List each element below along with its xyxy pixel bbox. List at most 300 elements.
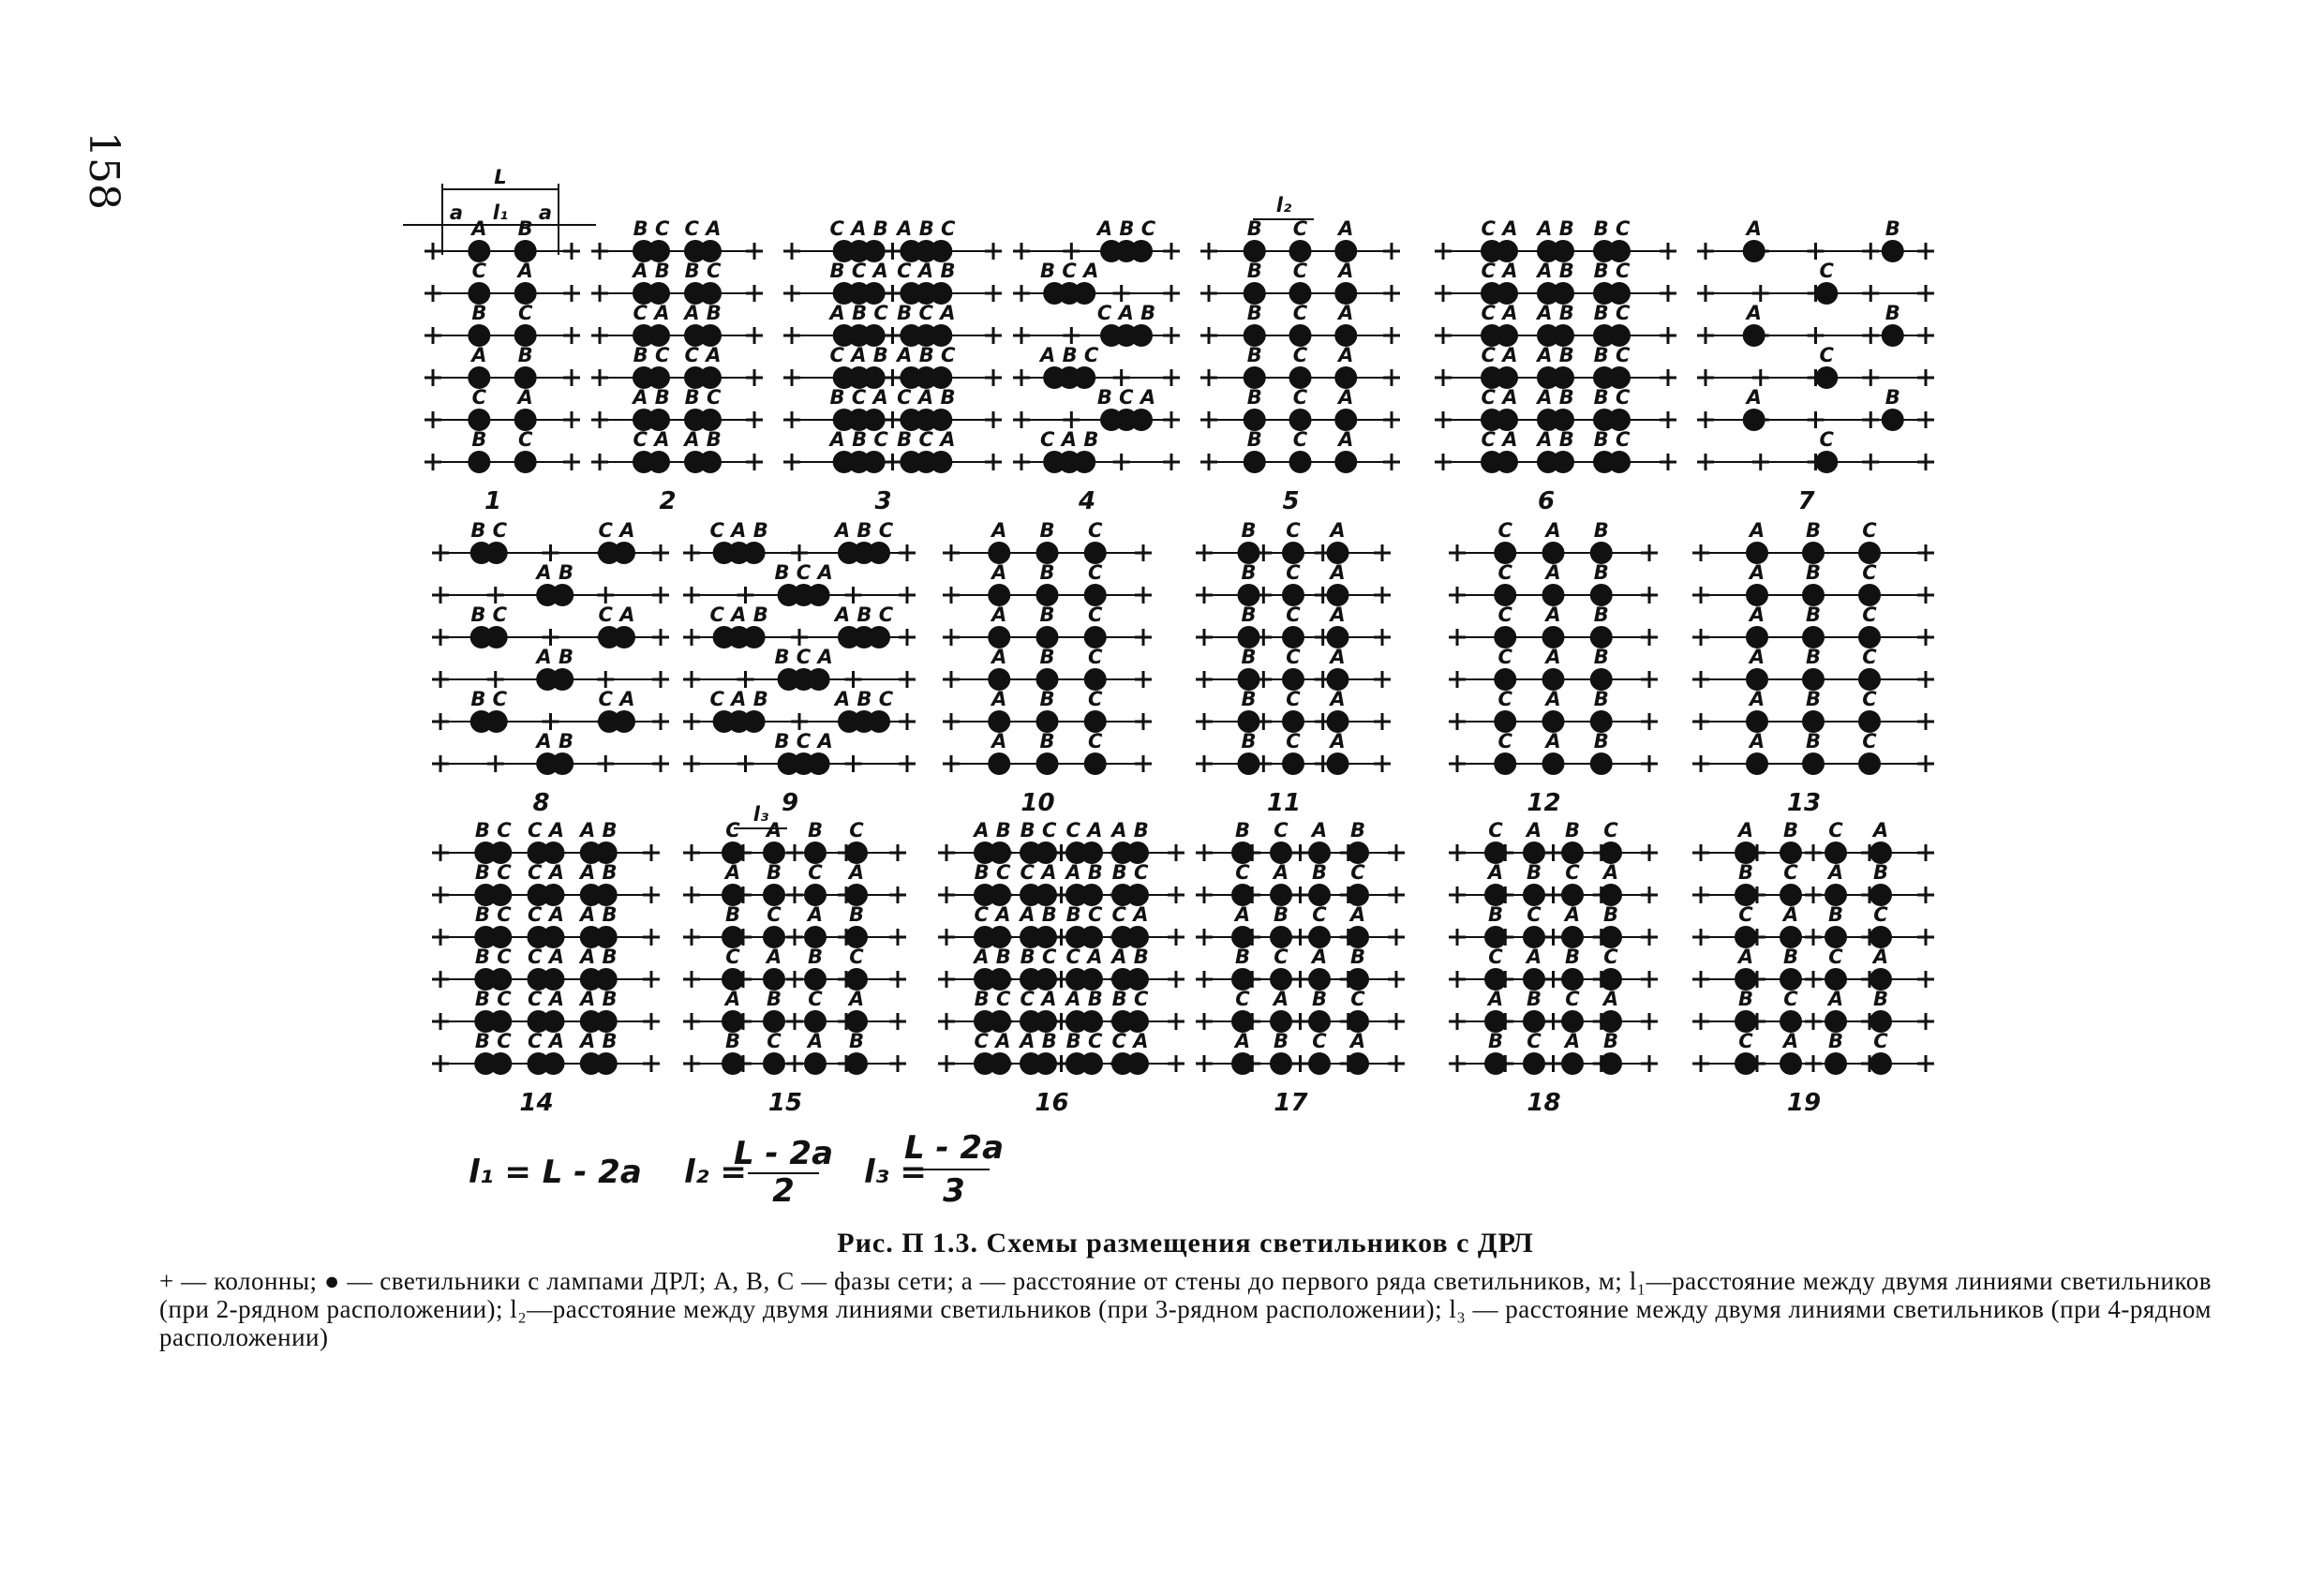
scheme-17 [1196, 819, 1405, 1117]
luminaire-dot [613, 626, 635, 648]
scheme-number: 17 [1274, 1089, 1308, 1117]
phase-label: A B C [1096, 217, 1156, 240]
phase-label: B [1737, 988, 1754, 1010]
luminaire-dot [1552, 451, 1574, 473]
luminaire-dot [485, 542, 508, 564]
phase-label: A [991, 519, 1007, 542]
phase-label: C [517, 428, 533, 451]
phase-label: B [1246, 386, 1262, 409]
phase-label: A [471, 217, 487, 240]
phase-label: B C [474, 861, 512, 884]
phase-label: B [1593, 730, 1609, 752]
scheme-6 [1435, 217, 1676, 515]
luminaire-dot [989, 1052, 1011, 1075]
phase-label: C [1527, 1030, 1542, 1052]
phase-label: C [1292, 217, 1308, 240]
phase-label: A B [974, 819, 1011, 842]
scheme-18 [1449, 819, 1658, 1117]
phase-label: B C [684, 386, 722, 409]
phase-label: A [766, 946, 782, 968]
phase-label: A [1349, 1030, 1366, 1052]
phase-label: C A [633, 428, 670, 451]
luminaire-dot [1815, 451, 1838, 473]
phase-label: A [1330, 730, 1346, 752]
phase-label: C [725, 946, 740, 968]
luminaire-dot [1870, 1052, 1892, 1075]
phase-label: B [1737, 861, 1754, 884]
phase-label: C A [1481, 344, 1518, 366]
phase-label: A [1311, 819, 1328, 842]
phase-label: A [1545, 561, 1561, 584]
phase-label: B C [470, 519, 508, 542]
luminaire-dot [868, 542, 890, 564]
luminaire-dot [1608, 451, 1631, 473]
phase-label: C [1292, 428, 1308, 451]
phase-label: A B C [1040, 344, 1099, 366]
phase-label: B C A [1096, 386, 1156, 409]
phase-label: C [1828, 946, 1843, 968]
scheme-13 [1692, 519, 1934, 817]
phase-label: A [1602, 861, 1619, 884]
phase-label: B [1593, 603, 1609, 626]
scheme-number: 4 [1078, 487, 1096, 515]
phase-label: C A [633, 302, 670, 324]
phase-label: A [991, 688, 1007, 710]
phase-label: A [991, 561, 1007, 584]
luminaire-dot [551, 752, 574, 775]
phase-label: C [1497, 688, 1512, 710]
phase-label: C [1088, 561, 1103, 584]
phase-label: B [1885, 302, 1900, 324]
phase-label: A [1564, 1030, 1581, 1052]
phase-label: B [1602, 903, 1619, 926]
phase-label: A [1273, 988, 1289, 1010]
scheme-5 [1200, 217, 1400, 515]
phase-label: A B [1111, 819, 1149, 842]
phase-label: B [1246, 260, 1262, 282]
luminaire-dot [1084, 752, 1107, 775]
phase-label: C A B [709, 688, 768, 710]
figure-caption [159, 1228, 2212, 1351]
phase-label: B [1241, 603, 1257, 626]
phase-label: A [991, 646, 1007, 668]
scheme-16 [938, 819, 1184, 1117]
phase-label: C A B [829, 217, 888, 240]
phase-label: A [1338, 302, 1354, 324]
phase-label: C A [1481, 386, 1518, 409]
luminaire-dot [868, 710, 890, 733]
luminaire-dot [1126, 1052, 1149, 1075]
phase-label: C A [1020, 988, 1057, 1010]
scheme-number: 18 [1527, 1089, 1561, 1117]
phase-label: B [1872, 861, 1889, 884]
luminaire-dot [1523, 1052, 1545, 1075]
phase-label: B [1827, 1030, 1844, 1052]
phase-label: C A B [897, 386, 956, 409]
luminaire-dot [1858, 752, 1881, 775]
phase-label: A B [1537, 344, 1574, 366]
phase-label: C [1292, 260, 1308, 282]
luminaire-dot [1282, 752, 1304, 775]
phase-label: A B [1537, 217, 1574, 240]
phase-label: A [1545, 646, 1561, 668]
phase-label: A [1564, 903, 1581, 926]
page-number: 158 [80, 131, 127, 210]
phase-label: B [471, 428, 487, 451]
phase-label: C [1088, 519, 1103, 542]
phase-label: C [1292, 302, 1308, 324]
scheme-10 [943, 519, 1152, 817]
phase-label: A [1749, 519, 1765, 542]
phase-label: C [1862, 603, 1877, 626]
formula-l3-numerator: L - 2a [903, 1129, 1005, 1167]
phase-label: B [1593, 646, 1609, 668]
phase-label: C [471, 386, 487, 409]
scheme-number: 11 [1266, 789, 1302, 817]
phase-label: B [1039, 603, 1055, 626]
phase-label: C A [598, 519, 635, 542]
phase-label: B [1782, 946, 1799, 968]
phase-label: A [991, 730, 1007, 752]
phase-label: B [1805, 519, 1822, 542]
phase-label: C [725, 819, 740, 842]
luminaire-dot [1882, 240, 1904, 262]
label-l2: l₂ [1275, 194, 1292, 216]
scheme-9 [683, 519, 916, 817]
dimension-annotation-l2 [1253, 194, 1314, 219]
phase-label: C [808, 988, 823, 1010]
formula-l2-numerator: L - 2a [733, 1135, 834, 1172]
luminaire-dot [863, 451, 886, 473]
phase-label: B [517, 344, 533, 366]
luminaire-dot [1347, 1052, 1369, 1075]
phase-label: B [848, 903, 865, 926]
phase-label: B [1805, 646, 1822, 668]
phase-label: A B [579, 861, 618, 884]
label-a: a [449, 201, 464, 224]
luminaire-dot [1270, 1052, 1292, 1075]
phase-label: C [1738, 1030, 1753, 1052]
phase-label: B [1805, 730, 1822, 752]
scheme-4 [1013, 217, 1180, 515]
phase-label: C [1286, 603, 1301, 626]
phase-label: B [1885, 217, 1900, 240]
phase-label: B [1039, 688, 1055, 710]
luminaire-dot [485, 710, 508, 733]
phase-label: C [1488, 946, 1503, 968]
phase-label: C A [1481, 217, 1518, 240]
phase-label: A [848, 988, 865, 1010]
phase-label: C A [974, 903, 1011, 926]
phase-label: A B [1065, 861, 1103, 884]
phase-label: B [1234, 819, 1251, 842]
phase-label: A [991, 603, 1007, 626]
phase-label: C [767, 903, 782, 926]
phase-label: A B [1537, 386, 1574, 409]
scheme-number: 5 [1282, 487, 1300, 515]
phase-label: B C [1593, 260, 1631, 282]
phase-label: B [517, 217, 533, 240]
phase-label: C [1783, 861, 1798, 884]
phase-label: B C [474, 1030, 512, 1052]
phase-label: A [1338, 217, 1354, 240]
phase-label: A B [633, 260, 670, 282]
scheme-11 [1196, 519, 1391, 817]
label-L: L [494, 166, 507, 188]
phase-label: B C [474, 819, 512, 842]
phase-label: B C [1593, 386, 1631, 409]
luminaire-dot [763, 1052, 785, 1075]
luminaire-dot [1802, 752, 1825, 775]
phase-label: A [1827, 988, 1844, 1010]
label-l3: l₃ [752, 803, 769, 826]
phase-label: A [1545, 603, 1561, 626]
phase-label: A [1746, 386, 1762, 409]
phase-label: B [1241, 561, 1257, 584]
phase-label: C [1286, 646, 1301, 668]
phase-label: A [1602, 988, 1619, 1010]
luminaire-dot [551, 668, 574, 691]
phase-label: C [1286, 519, 1301, 542]
scheme-12 [1449, 519, 1658, 817]
phase-label: A [1746, 217, 1762, 240]
phase-label: B C [1111, 861, 1149, 884]
phase-label: B C A [829, 386, 888, 409]
phase-label: A B [579, 988, 618, 1010]
phase-label: C [1862, 646, 1877, 668]
phase-label: C A B [1040, 428, 1099, 451]
phase-label: A B [1020, 903, 1057, 926]
phase-label: C [1088, 688, 1103, 710]
phase-label: B [1782, 819, 1799, 842]
phase-label: C A [528, 988, 564, 1010]
formulas [469, 1129, 1004, 1210]
phase-label: A B [536, 561, 574, 584]
luminaire-dot [1073, 366, 1095, 389]
phase-label: A [1234, 1030, 1251, 1052]
phase-label: B [1526, 861, 1542, 884]
phase-label: A [766, 819, 782, 842]
phase-label: B [1246, 428, 1262, 451]
scheme-2 [591, 217, 763, 515]
scheme-number: 19 [1786, 1089, 1822, 1117]
phase-label: A [1330, 561, 1346, 584]
phase-label: C [1819, 344, 1834, 366]
phase-label: C [1235, 988, 1250, 1010]
phase-label: A [1827, 861, 1844, 884]
luminaire-dot [1743, 324, 1765, 347]
phase-label: B [1805, 561, 1822, 584]
phase-label: C [1497, 561, 1512, 584]
phase-label: B C [974, 861, 1011, 884]
phase-label: B C [1111, 988, 1149, 1010]
scheme-1 [425, 217, 580, 515]
luminaire-dot [808, 752, 830, 775]
phase-label: C A B [1096, 302, 1156, 324]
luminaire-dot [514, 451, 537, 473]
phase-label: C A [1481, 302, 1518, 324]
phase-label: A B C [897, 217, 956, 240]
luminaire-dot [743, 626, 766, 648]
phase-label: B C [633, 344, 670, 366]
luminaire-dot [468, 451, 490, 473]
phase-label: C [808, 861, 823, 884]
phase-label: A B C [829, 428, 888, 451]
dimension-annotation-L [403, 166, 596, 255]
phase-label: C A [598, 688, 635, 710]
formula-l3-left: l₃ = [864, 1154, 927, 1191]
phase-label: A [1273, 861, 1289, 884]
luminaire-dot [868, 626, 890, 648]
scheme-number: 9 [781, 789, 799, 817]
phase-label: B C A [774, 561, 833, 584]
phase-label: C A [1065, 946, 1103, 968]
phase-label: A B C [834, 603, 894, 626]
luminaire-dot [1496, 451, 1518, 473]
phase-label: C A B [709, 519, 768, 542]
luminaire-dot [551, 584, 574, 606]
phase-label: A [1782, 903, 1799, 926]
luminaire-dot [808, 668, 830, 691]
phase-label: C A [1111, 1030, 1149, 1052]
phase-label: A B [1020, 1030, 1057, 1052]
phase-label: C [1862, 561, 1877, 584]
luminaire-dot [613, 710, 635, 733]
phase-label: A B [684, 302, 722, 324]
luminaire-dot [1542, 752, 1565, 775]
phase-label: A B [1537, 302, 1574, 324]
luminaire-dot [1600, 1052, 1622, 1075]
luminaire-dot [1825, 1052, 1847, 1075]
phase-label: A [517, 386, 533, 409]
luminaire-dot [1130, 240, 1153, 262]
phase-label: A [1234, 903, 1251, 926]
luminaire-dot [804, 1052, 827, 1075]
luminaire-dot [699, 451, 722, 473]
phase-label: C [1286, 561, 1301, 584]
luminaire-dot [1231, 1052, 1254, 1075]
phase-label: B [1564, 946, 1581, 968]
phase-label: A [1737, 819, 1754, 842]
luminaire-dot [1882, 324, 1904, 347]
phase-label: B [1273, 1030, 1289, 1052]
phase-label: B C [474, 946, 512, 968]
phase-label: A [724, 861, 741, 884]
phase-label: C [1497, 730, 1512, 752]
phase-label: A [1545, 688, 1561, 710]
phase-label: C [1274, 946, 1289, 968]
phase-label: C [1497, 603, 1512, 626]
phase-label: C [1497, 519, 1512, 542]
phase-label: C [1738, 903, 1753, 926]
phase-label: B C A [897, 428, 956, 451]
phase-label: C [1292, 386, 1308, 409]
scheme-8 [432, 519, 669, 817]
phase-label: B C [1065, 903, 1103, 926]
phase-label: C A B [897, 260, 956, 282]
phase-label: B C [684, 260, 722, 282]
phase-label: B C [974, 988, 1011, 1010]
phase-label: A [724, 988, 741, 1010]
phase-label: C [1274, 819, 1289, 842]
phase-label: A [1338, 386, 1354, 409]
phase-label: C [1286, 688, 1301, 710]
luminaire-dot [1130, 409, 1153, 431]
phase-label: C [1088, 603, 1103, 626]
formula-l1: l₁ = L - 2a [469, 1154, 642, 1191]
scheme-number: 13 [1786, 789, 1822, 817]
phase-label: A [1330, 688, 1346, 710]
luminaire-dot [1244, 451, 1266, 473]
phase-label: A [1746, 302, 1762, 324]
phase-label: C [1603, 946, 1618, 968]
phase-label: B [724, 1030, 741, 1052]
luminaire-dot [1334, 451, 1357, 473]
formula-l2-denominator: 2 [772, 1172, 795, 1210]
scheme-number: 1 [484, 487, 502, 515]
phase-label: C [1497, 646, 1512, 668]
phase-label: A B C [834, 519, 894, 542]
phase-label: A [1349, 903, 1366, 926]
phase-label: A [807, 903, 824, 926]
luminaire-dot [1780, 1052, 1802, 1075]
phase-label: C [1862, 519, 1877, 542]
luminaire-dot [1073, 451, 1095, 473]
phase-label: B C [470, 688, 508, 710]
phase-label: B [1241, 519, 1257, 542]
luminaire-dot [1743, 240, 1765, 262]
phase-label: A [807, 1030, 824, 1052]
phase-label: B [1246, 302, 1262, 324]
luminaire-dot [648, 451, 670, 473]
luminaire-dot [1035, 1052, 1057, 1075]
phase-label: C [471, 260, 487, 282]
phase-label: C [849, 946, 864, 968]
luminaire-dot [1815, 282, 1838, 305]
luminaire-dot [1327, 752, 1349, 775]
phase-label: B [1039, 646, 1055, 668]
phase-label: B [1487, 1030, 1504, 1052]
luminaire-dot [1746, 752, 1768, 775]
phase-label: B C [1065, 1030, 1103, 1052]
phase-label: A B [1111, 946, 1149, 968]
phase-label: C [1350, 988, 1365, 1010]
phase-label: C A [684, 217, 722, 240]
phase-label: C [1862, 688, 1877, 710]
phase-label: B [1349, 819, 1366, 842]
label-a: a [538, 201, 553, 224]
phase-label: C A [684, 344, 722, 366]
phase-label: C A B [709, 603, 768, 626]
phase-label: A [1872, 946, 1889, 968]
luminaire-dot [543, 1052, 565, 1075]
phase-label: B C A [897, 302, 956, 324]
phase-label: B C [1593, 428, 1631, 451]
phase-label: A B [684, 428, 722, 451]
phase-label: C A [528, 861, 564, 884]
phase-label: A B C [834, 688, 894, 710]
scheme-number: 6 [1537, 487, 1556, 515]
label-l1: l₁ [492, 201, 509, 224]
phase-label: B C [1020, 946, 1057, 968]
phase-label: C [1828, 819, 1843, 842]
luminaire-dot [1289, 451, 1312, 473]
phase-label: A B [633, 386, 670, 409]
phase-label: C [1565, 988, 1580, 1010]
phase-label: A [1338, 428, 1354, 451]
phase-label: B [1311, 988, 1328, 1010]
luminaire-dot [1561, 1052, 1584, 1075]
